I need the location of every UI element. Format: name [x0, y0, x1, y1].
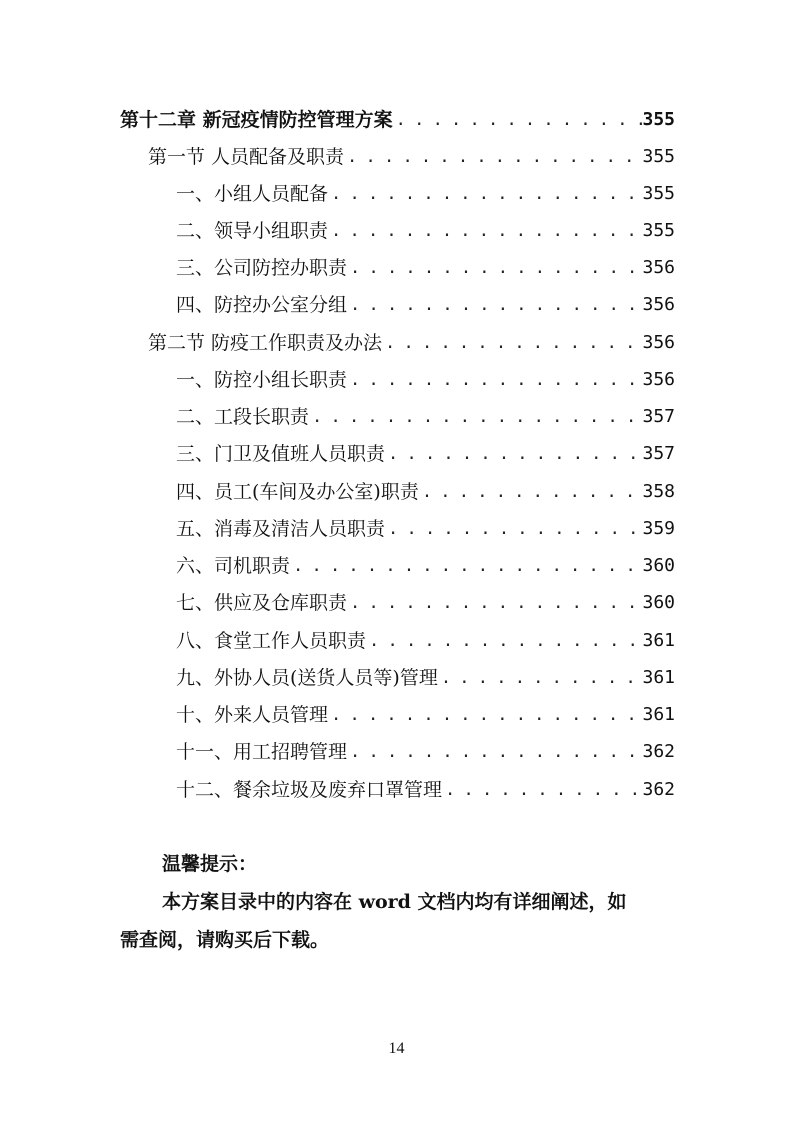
toc-leader-dots: [347, 589, 642, 617]
toc-entry-item[interactable]: [176, 217, 675, 245]
toc-entry-page: 361: [642, 704, 675, 725]
toc-entry-page: 362: [642, 741, 675, 762]
toc-entry-title: 一、小组人员配备: [176, 183, 329, 205]
toc-leader-dots: [366, 627, 642, 655]
toc-entry-item[interactable]: [176, 664, 675, 692]
toc-entry-title: 第一节 人员配备及职责: [148, 146, 345, 168]
toc-entry-page: 357: [642, 406, 675, 427]
toc-entry-page: 359: [642, 518, 675, 539]
toc-entry-item[interactable]: [176, 440, 675, 468]
toc-entry-item[interactable]: [176, 589, 675, 617]
toc-entry-page: 356: [642, 369, 675, 390]
toc-entry-page: 357: [642, 443, 675, 464]
toc-entry-page: 356: [642, 257, 675, 278]
toc-leader-dots: [438, 664, 643, 692]
toc-leader-dots: [290, 552, 642, 580]
toc-entry-title: 十、外来人员管理: [176, 704, 329, 726]
toc-entry-title: 七、供应及仓库职责: [176, 592, 348, 614]
toc-leader-dots: [344, 143, 642, 171]
toc-leader-dots: [328, 701, 642, 729]
toc-entry-item[interactable]: [176, 776, 675, 804]
toc-leader-dots: [385, 515, 642, 543]
toc-entry-page: 360: [642, 592, 675, 613]
toc-entry-title: 第二节 防疫工作职责及办法: [148, 332, 383, 354]
toc-entry-item[interactable]: [176, 478, 675, 506]
toc-entry-title: 三、公司防控办职责: [176, 257, 348, 279]
toc-entry-title: 十一、用工招聘管理: [176, 741, 348, 763]
toc-entry-title: 四、员工(车间及办公室)职责: [176, 481, 419, 503]
toc-entry-item[interactable]: [176, 403, 675, 431]
toc-entry-title: 一、防控小组长职责: [176, 369, 348, 391]
toc-leader-dots: [385, 440, 642, 468]
toc-entry-item[interactable]: [176, 180, 675, 208]
notice-heading: 温馨提示：: [162, 853, 258, 875]
toc-leader-dots: [382, 329, 642, 357]
notice-text-line-2: 需查阅，请购买后下载。: [120, 929, 330, 951]
toc-entry-item[interactable]: [176, 254, 675, 282]
toc-entry-item[interactable]: [176, 515, 675, 543]
toc-entry-page: 362: [642, 779, 675, 800]
toc-entry-item[interactable]: [176, 701, 675, 729]
toc-entry-title: 二、领导小组职责: [176, 220, 329, 242]
toc-entry-title: 二、工段长职责: [176, 406, 310, 428]
toc-entry-title: 十二、餐余垃圾及废弃口罩管理: [176, 779, 443, 801]
toc-entry-item[interactable]: [176, 291, 675, 319]
toc-entry-page: 355: [642, 146, 675, 167]
toc-entry-title: 六、司机职责: [176, 555, 291, 577]
toc-entry-page: 355: [642, 109, 675, 130]
toc-leader-dots: [347, 291, 642, 319]
toc-entry-title: 五、消毒及清洁人员职责: [176, 518, 386, 540]
toc-entry-page: 358: [642, 481, 675, 502]
toc-entry-page: 361: [642, 630, 675, 651]
toc-entry-chapter[interactable]: [120, 106, 675, 134]
notice-block: [0, 845, 793, 959]
page-number: 14: [388, 1040, 405, 1057]
toc-entry-title: 八、食堂工作人员职责: [176, 630, 367, 652]
toc-entry-item[interactable]: [176, 627, 675, 655]
toc-leader-dots: [419, 478, 643, 506]
toc-entry-item[interactable]: [176, 552, 675, 580]
toc-entry-title: 四、防控办公室分组: [176, 294, 348, 316]
toc-entry-title: 第十二章 新冠疫情防控管理方案: [120, 109, 393, 131]
toc-leader-dots: [393, 106, 643, 134]
toc-leader-dots: [347, 738, 642, 766]
notice-text-line-1: 本方案目录中的内容在 word 文档内均有详细阐述，如: [162, 891, 627, 913]
toc-leader-dots: [347, 254, 642, 282]
toc-entry-page: 355: [642, 183, 675, 204]
toc-leader-dots: [328, 180, 642, 208]
toc-leader-dots: [442, 776, 642, 804]
toc-entry-page: 360: [642, 555, 675, 576]
toc-entry-section[interactable]: [148, 143, 675, 171]
toc-entry-title: 三、门卫及值班人员职责: [176, 443, 386, 465]
toc-entry-item[interactable]: [176, 738, 675, 766]
toc-entry-page: 361: [642, 667, 675, 688]
toc-entry-page: 356: [642, 294, 675, 315]
toc-leader-dots: [328, 217, 642, 245]
toc-entry-section[interactable]: [148, 329, 675, 357]
toc-entry-title: 九、外协人员(送货人员等)管理: [176, 667, 438, 689]
toc-leader-dots: [309, 403, 642, 431]
toc-entry-page: 355: [642, 220, 675, 241]
toc-entry-page: 356: [642, 332, 675, 353]
toc-leader-dots: [347, 366, 642, 394]
toc-entry-item[interactable]: [176, 366, 675, 394]
